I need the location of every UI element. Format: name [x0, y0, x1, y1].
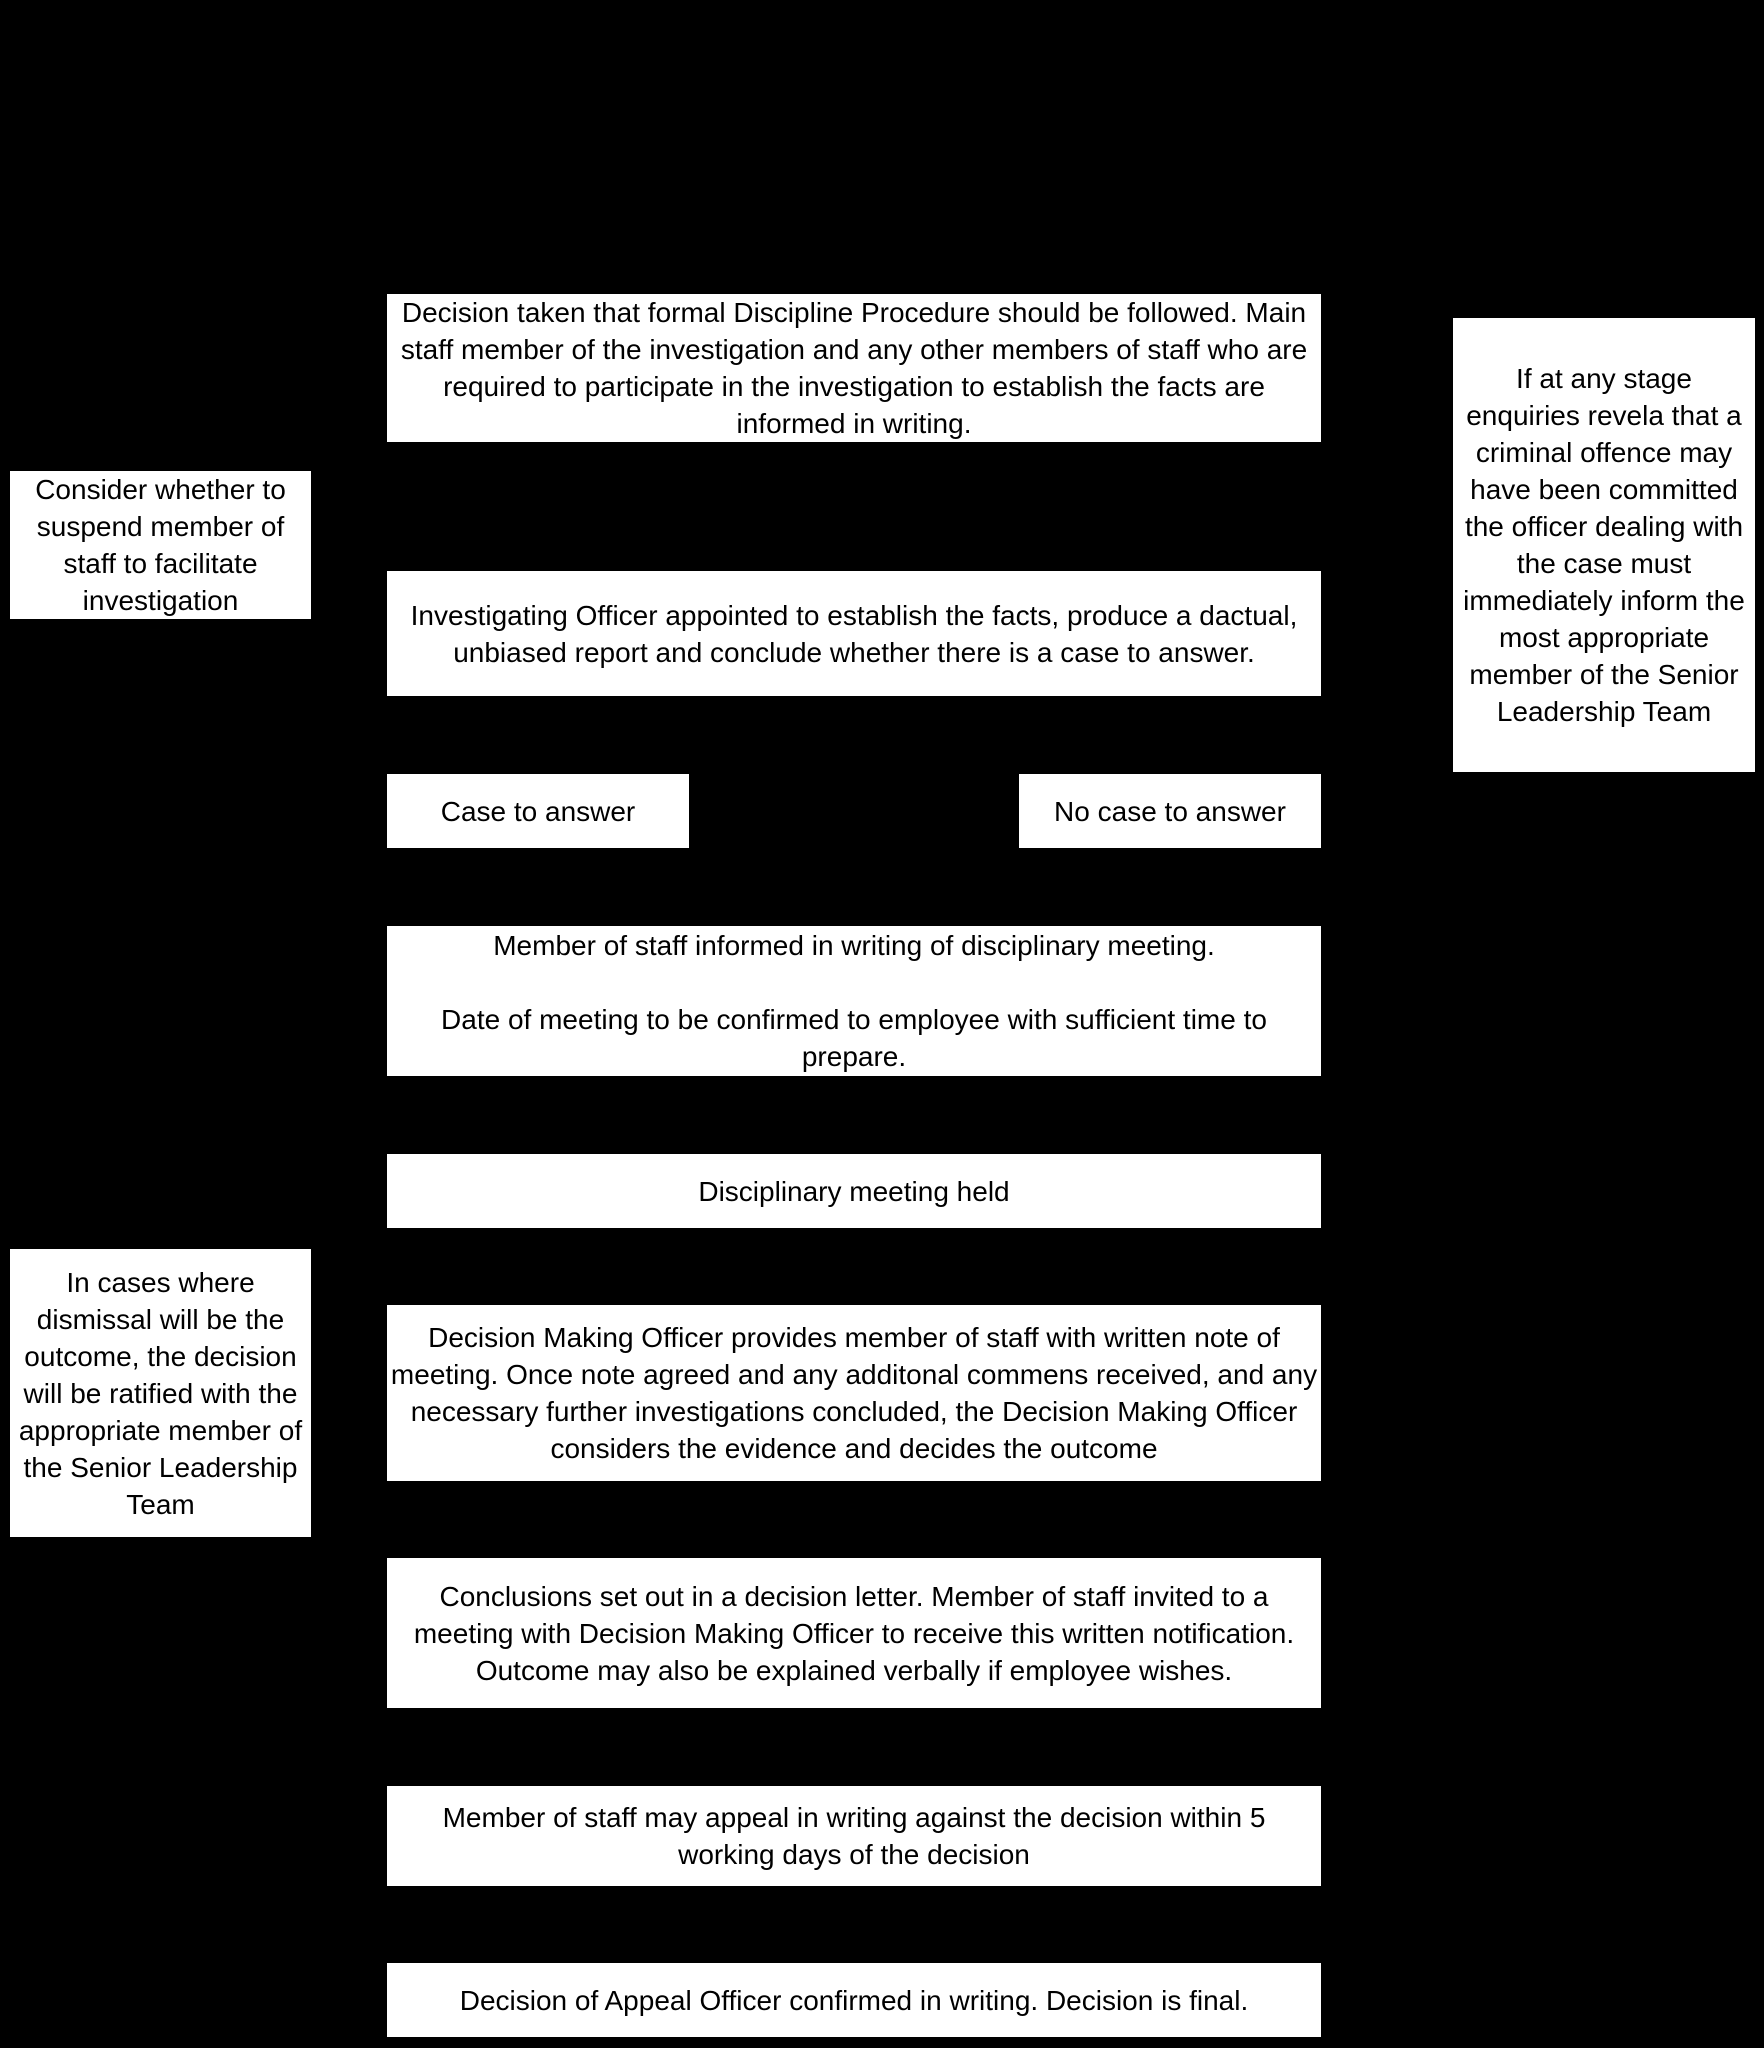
appeal-box [387, 1786, 1321, 1886]
appeal-final-box [387, 1963, 1321, 2037]
case-to-answer-text: Case to answer [440, 795, 636, 827]
criminal-offence-text: If at any stage enquiries revela that a criminal offence may have been committed the officer dealing with the case must immediately inform the most appropriate member of the Senior Leadership Team [1463, 363, 1745, 727]
conclusions-letter-box [387, 1558, 1321, 1708]
decision-formal-procedure-text: Decision taken that formal Discipline Procedure should be followed. Main staff member of the investigation and any other members of staff who are required to participate in the investigation to establish the facts are informed in writing. [400, 297, 1308, 439]
consider-suspension-box [10, 471, 311, 619]
decision-formal-procedure-box [387, 294, 1321, 442]
appeal-final-text: Decision of Appeal Officer confirmed in writing. Decision is final. [459, 1984, 1249, 2016]
criminal-offence-box [1453, 318, 1755, 772]
decision-making-officer-box [387, 1305, 1321, 1481]
no-case-to-answer-text: No case to answer [1054, 795, 1286, 827]
meeting-held-box [387, 1154, 1321, 1228]
investigating-officer-box [387, 571, 1321, 696]
appeal-text: Member of staff may appeal in writing against the decision within 5 working days of the decision [442, 1802, 1266, 1870]
consider-suspension-text: Consider whether to suspend member of staff to facilitate investigation [35, 474, 286, 616]
dismissal-ratified-text: In cases where dismissal will be the outcome, the decision will be ratified with the appropriate member of the Senior Leadership Team [18, 1266, 303, 1520]
no-case-to-answer-box [1019, 774, 1321, 848]
meeting-held-text: Disciplinary meeting held [698, 1175, 1010, 1207]
decision-making-officer-text: Decision Making Officer provides member of staff with written note of meeting. Once note agreed and any additonal commens received, and any necessary further investigations concluded, the Decision Making Officer considers the evidence and decides the outcome [390, 1322, 1318, 1464]
investigating-officer-text: Investigating Officer appointed to establish the facts, produce a dactual, unbiased report and conclude whether there is a case to answer. [410, 599, 1298, 668]
case-to-answer-box [387, 774, 689, 848]
informed-of-meeting-box [387, 926, 1321, 1076]
dismissal-ratified-box [10, 1249, 311, 1537]
informed-of-meeting-text: Member of staff informed in writing of disciplinary meeting. Date of meeting to be confirmed to employee with sufficient time to prepare. [441, 930, 1267, 1072]
conclusions-letter-text: Conclusions set out in a decision letter. Member of staff invited to a meeting with Decision Making Officer to receive this written notification. Outcome may also be explained verbally if employee wishes. [413, 1580, 1295, 1686]
